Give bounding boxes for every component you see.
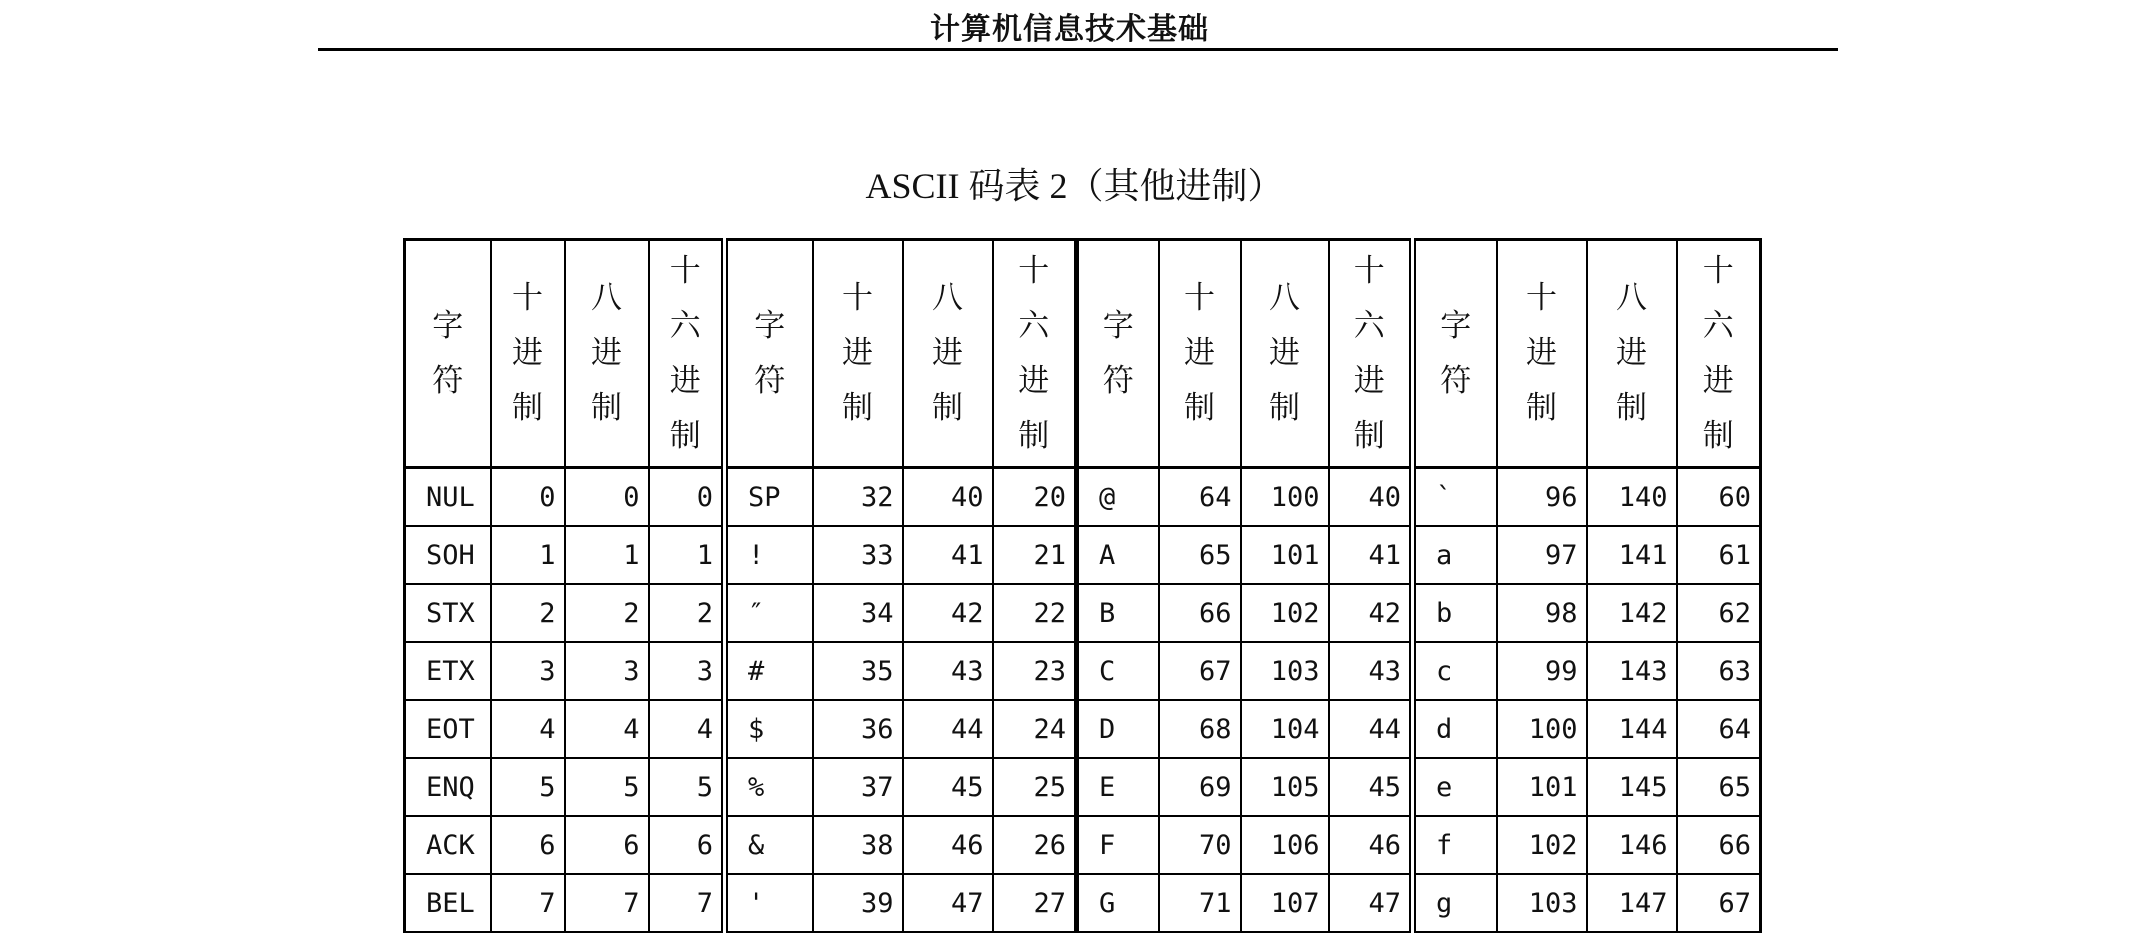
header-label: 八进制 xyxy=(932,280,963,426)
cell-dec: 65 xyxy=(1159,526,1241,584)
cell-char: f xyxy=(1413,816,1497,874)
table-row xyxy=(405,642,1761,700)
cell-hex: 20 xyxy=(993,468,1077,527)
header-hex-group-4 xyxy=(1677,240,1761,468)
cell-char: EOT xyxy=(405,700,491,758)
table-row xyxy=(405,526,1761,584)
cell-dec: 37 xyxy=(813,758,903,816)
cell-hex: 41 xyxy=(1329,526,1413,584)
cell-oct: 140 xyxy=(1587,468,1677,527)
cell-oct: 144 xyxy=(1587,700,1677,758)
table-row xyxy=(405,874,1761,932)
cell-dec: 39 xyxy=(813,874,903,932)
cell-dec: 99 xyxy=(1497,642,1587,700)
cell-char: STX xyxy=(405,584,491,642)
cell-char: # xyxy=(725,642,813,700)
cell-char: b xyxy=(1413,584,1497,642)
header-label: 八进制 xyxy=(1616,280,1647,426)
header-label: 八进制 xyxy=(1269,280,1300,426)
cell-char: ACK xyxy=(405,816,491,874)
cell-char: c xyxy=(1413,642,1497,700)
cell-char: SOH xyxy=(405,526,491,584)
cell-hex: 3 xyxy=(649,642,725,700)
cell-dec: 64 xyxy=(1159,468,1241,527)
table-row xyxy=(405,758,1761,816)
header-hex-group-2 xyxy=(993,240,1077,468)
cell-oct: 104 xyxy=(1241,700,1329,758)
cell-dec: 4 xyxy=(491,700,565,758)
cell-hex: 5 xyxy=(649,758,725,816)
cell-oct: 100 xyxy=(1241,468,1329,527)
cell-hex: 60 xyxy=(1677,468,1761,527)
cell-dec: 6 xyxy=(491,816,565,874)
cell-dec: 34 xyxy=(813,584,903,642)
cell-char: ETX xyxy=(405,642,491,700)
cell-char: A xyxy=(1077,526,1159,584)
cell-dec: 36 xyxy=(813,700,903,758)
cell-dec: 38 xyxy=(813,816,903,874)
cell-hex: 65 xyxy=(1677,758,1761,816)
cell-dec: 0 xyxy=(491,468,565,527)
cell-hex: 64 xyxy=(1677,700,1761,758)
cell-oct: 3 xyxy=(565,642,649,700)
header-label: 十进制 xyxy=(1526,280,1557,426)
cell-char: e xyxy=(1413,758,1497,816)
cell-hex: 62 xyxy=(1677,584,1761,642)
header-label: 十六进制 xyxy=(1018,252,1050,454)
header-dec-group-1 xyxy=(491,240,565,468)
table-row xyxy=(405,816,1761,874)
cell-dec: 70 xyxy=(1159,816,1241,874)
cell-hex: 6 xyxy=(649,816,725,874)
cell-oct: 146 xyxy=(1587,816,1677,874)
cell-hex: 44 xyxy=(1329,700,1413,758)
cell-hex: 1 xyxy=(649,526,725,584)
cell-oct: 6 xyxy=(565,816,649,874)
cell-char: % xyxy=(725,758,813,816)
cell-hex: 42 xyxy=(1329,584,1413,642)
cell-hex: 63 xyxy=(1677,642,1761,700)
cell-dec: 69 xyxy=(1159,758,1241,816)
cell-char: BEL xyxy=(405,874,491,932)
cell-oct: 105 xyxy=(1241,758,1329,816)
cell-dec: 32 xyxy=(813,468,903,527)
header-label: 十进制 xyxy=(512,280,543,426)
cell-oct: 4 xyxy=(565,700,649,758)
cell-hex: 61 xyxy=(1677,526,1761,584)
table-row xyxy=(405,468,1761,527)
cell-oct: 145 xyxy=(1587,758,1677,816)
header-label: 十六进制 xyxy=(1353,252,1385,454)
cell-char: g xyxy=(1413,874,1497,932)
cell-char: B xyxy=(1077,584,1159,642)
cell-hex: 45 xyxy=(1329,758,1413,816)
cell-char: ENQ xyxy=(405,758,491,816)
cell-oct: 7 xyxy=(565,874,649,932)
header-label: 十进制 xyxy=(1184,280,1215,426)
cell-dec: 1 xyxy=(491,526,565,584)
header-oct-group-1 xyxy=(565,240,649,468)
header-char-group-1 xyxy=(405,240,491,468)
cell-oct: 2 xyxy=(565,584,649,642)
cell-dec: 97 xyxy=(1497,526,1587,584)
page-header-title: 计算机信息技术基础 xyxy=(930,12,1209,47)
cell-oct: 47 xyxy=(903,874,993,932)
cell-char: d xyxy=(1413,700,1497,758)
ascii-table xyxy=(403,238,1762,933)
cell-oct: 103 xyxy=(1241,642,1329,700)
cell-dec: 7 xyxy=(491,874,565,932)
header-oct-group-3 xyxy=(1241,240,1329,468)
cell-dec: 71 xyxy=(1159,874,1241,932)
cell-hex: 7 xyxy=(649,874,725,932)
cell-char: ` xyxy=(1413,468,1497,527)
cell-dec: 98 xyxy=(1497,584,1587,642)
header-label: 八进制 xyxy=(591,280,622,426)
table-header-row xyxy=(405,240,1761,468)
cell-hex: 4 xyxy=(649,700,725,758)
header-label: 字符 xyxy=(754,307,786,399)
header-label: 十六进制 xyxy=(1702,252,1734,454)
cell-hex: 46 xyxy=(1329,816,1413,874)
cell-hex: 2 xyxy=(649,584,725,642)
cell-dec: 67 xyxy=(1159,642,1241,700)
cell-oct: 43 xyxy=(903,642,993,700)
cell-dec: 96 xyxy=(1497,468,1587,527)
header-label: 字符 xyxy=(1102,307,1134,399)
cell-char: ″ xyxy=(725,584,813,642)
cell-dec: 33 xyxy=(813,526,903,584)
cell-char: NUL xyxy=(405,468,491,527)
cell-dec: 66 xyxy=(1159,584,1241,642)
cell-char: F xyxy=(1077,816,1159,874)
cell-oct: 147 xyxy=(1587,874,1677,932)
cell-dec: 101 xyxy=(1497,758,1587,816)
header-label: 字符 xyxy=(1440,307,1472,399)
cell-hex: 21 xyxy=(993,526,1077,584)
header-dec-group-3 xyxy=(1159,240,1241,468)
cell-char: ' xyxy=(725,874,813,932)
header-char-group-2 xyxy=(725,240,813,468)
cell-char: @ xyxy=(1077,468,1159,527)
cell-oct: 42 xyxy=(903,584,993,642)
cell-char: C xyxy=(1077,642,1159,700)
header-label: 十进制 xyxy=(842,280,873,426)
cell-char: D xyxy=(1077,700,1159,758)
cell-oct: 106 xyxy=(1241,816,1329,874)
table-row xyxy=(405,700,1761,758)
cell-hex: 43 xyxy=(1329,642,1413,700)
cell-hex: 24 xyxy=(993,700,1077,758)
cell-dec: 100 xyxy=(1497,700,1587,758)
cell-hex: 0 xyxy=(649,468,725,527)
cell-hex: 22 xyxy=(993,584,1077,642)
cell-dec: 3 xyxy=(491,642,565,700)
cell-hex: 40 xyxy=(1329,468,1413,527)
cell-hex: 66 xyxy=(1677,816,1761,874)
cell-oct: 143 xyxy=(1587,642,1677,700)
table-title: ASCII 码表 2（其他进制） xyxy=(865,166,1284,206)
cell-char: E xyxy=(1077,758,1159,816)
cell-oct: 0 xyxy=(565,468,649,527)
cell-hex: 23 xyxy=(993,642,1077,700)
cell-oct: 107 xyxy=(1241,874,1329,932)
cell-oct: 44 xyxy=(903,700,993,758)
cell-dec: 35 xyxy=(813,642,903,700)
cell-oct: 1 xyxy=(565,526,649,584)
cell-dec: 2 xyxy=(491,584,565,642)
cell-dec: 5 xyxy=(491,758,565,816)
cell-oct: 45 xyxy=(903,758,993,816)
cell-dec: 102 xyxy=(1497,816,1587,874)
cell-hex: 47 xyxy=(1329,874,1413,932)
header-char-group-3 xyxy=(1077,240,1159,468)
cell-char: $ xyxy=(725,700,813,758)
cell-hex: 27 xyxy=(993,874,1077,932)
header-rule xyxy=(318,48,1838,51)
cell-hex: 25 xyxy=(993,758,1077,816)
header-dec-group-4 xyxy=(1497,240,1587,468)
header-dec-group-2 xyxy=(813,240,903,468)
header-oct-group-2 xyxy=(903,240,993,468)
header-hex-group-1 xyxy=(649,240,725,468)
header-oct-group-4 xyxy=(1587,240,1677,468)
cell-oct: 101 xyxy=(1241,526,1329,584)
cell-dec: 103 xyxy=(1497,874,1587,932)
table-body xyxy=(405,468,1761,933)
cell-oct: 46 xyxy=(903,816,993,874)
header-label: 字符 xyxy=(432,307,464,399)
cell-char: a xyxy=(1413,526,1497,584)
cell-oct: 141 xyxy=(1587,526,1677,584)
cell-char: G xyxy=(1077,874,1159,932)
cell-hex: 67 xyxy=(1677,874,1761,932)
table-row xyxy=(405,584,1761,642)
header-hex-group-3 xyxy=(1329,240,1413,468)
cell-char: ! xyxy=(725,526,813,584)
cell-char: & xyxy=(725,816,813,874)
header-label: 十六进制 xyxy=(669,252,701,454)
cell-oct: 41 xyxy=(903,526,993,584)
cell-oct: 142 xyxy=(1587,584,1677,642)
header-char-group-4 xyxy=(1413,240,1497,468)
cell-oct: 40 xyxy=(903,468,993,527)
cell-char: SP xyxy=(725,468,813,527)
cell-hex: 26 xyxy=(993,816,1077,874)
cell-dec: 68 xyxy=(1159,700,1241,758)
cell-oct: 5 xyxy=(565,758,649,816)
cell-oct: 102 xyxy=(1241,584,1329,642)
